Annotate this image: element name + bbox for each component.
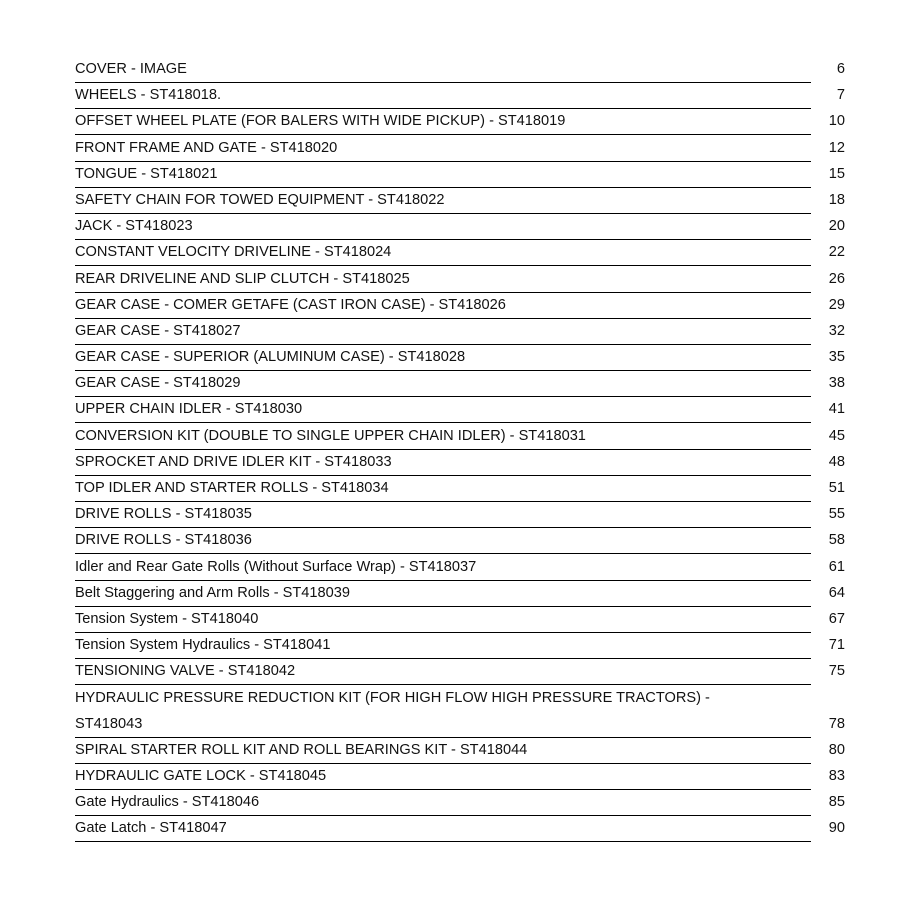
- toc-entry-page: 41: [828, 401, 845, 418]
- toc-entry-title: GEAR CASE - ST418027: [75, 323, 248, 340]
- toc-entry-title: TONGUE - ST418021: [75, 166, 225, 183]
- toc-leader-line: [75, 475, 811, 476]
- toc-entry[interactable]: [75, 528, 845, 554]
- toc-leader-line: [75, 501, 811, 502]
- toc-entry[interactable]: [75, 267, 845, 293]
- toc-leader-line: [75, 527, 811, 528]
- toc-entry[interactable]: [75, 57, 845, 83]
- toc-entry[interactable]: [75, 790, 845, 816]
- toc-entry[interactable]: [75, 240, 845, 266]
- toc-entry[interactable]: [75, 293, 845, 319]
- toc-entry-title: SPROCKET AND DRIVE IDLER KIT - ST418033: [75, 454, 400, 471]
- toc-entry-page: 29: [828, 296, 845, 313]
- toc-entry-page: 32: [828, 322, 845, 339]
- toc-entry-title: UPPER CHAIN IDLER - ST418030: [75, 401, 310, 418]
- toc-leader-line: [75, 370, 811, 371]
- toc-leader-line: [75, 108, 811, 109]
- toc-entry-title: JACK - ST418023: [75, 218, 201, 235]
- toc-leader-line: [75, 789, 811, 790]
- toc-entry[interactable]: [75, 162, 845, 188]
- toc-entry-title: Gate Hydraulics - ST418046: [75, 794, 267, 811]
- toc-entry-title: Idler and Rear Gate Rolls (Without Surface Wrap) - ST418037: [75, 559, 484, 576]
- toc-entry-title: WHEELS - ST418018.: [75, 87, 229, 104]
- toc-leader-line: [75, 632, 811, 633]
- toc-entry-page: 55: [828, 506, 845, 523]
- toc-entry[interactable]: [75, 214, 845, 240]
- toc-entry-title: REAR DRIVELINE AND SLIP CLUTCH - ST418025: [75, 271, 418, 288]
- toc-entry-page: 10: [828, 113, 845, 130]
- toc-entry[interactable]: [75, 607, 845, 633]
- toc-entry-title: DRIVE ROLLS - ST418036: [75, 532, 260, 549]
- toc-leader-line: [75, 396, 811, 397]
- toc-entry-page: 61: [828, 558, 845, 575]
- toc-entry-page: 64: [828, 584, 845, 601]
- toc-entry-page: 20: [828, 218, 845, 235]
- toc-leader-line: [75, 606, 811, 607]
- toc-entry-title: HYDRAULIC PRESSURE REDUCTION KIT (FOR HIGH FLOW HIGH PRESSURE TRACTORS) -: [75, 690, 718, 707]
- toc-entry-title: TOP IDLER AND STARTER ROLLS - ST418034: [75, 480, 397, 497]
- toc-entry-page: 12: [828, 139, 845, 156]
- toc-leader-line: [75, 553, 811, 554]
- toc-entry[interactable]: [75, 83, 845, 109]
- toc-entry-title: Gate Latch - ST418047: [75, 820, 235, 837]
- toc-entry-title: Belt Staggering and Arm Rolls - ST418039: [75, 585, 358, 602]
- toc-leader-line: [75, 161, 811, 162]
- toc-entry-page: 38: [828, 375, 845, 392]
- toc-entry-title: FRONT FRAME AND GATE - ST418020: [75, 140, 345, 157]
- toc-entry[interactable]: [75, 581, 845, 607]
- toc-entry[interactable]: [75, 659, 845, 685]
- toc-leader-line: [75, 737, 811, 738]
- toc-leader-line: [75, 684, 811, 685]
- toc-entry-title: DRIVE ROLLS - ST418035: [75, 506, 260, 523]
- toc-entry-page: 18: [828, 191, 845, 208]
- toc-entry-page: 78: [828, 715, 845, 732]
- toc-entry-page: 15: [828, 165, 845, 182]
- toc-entry[interactable]: [75, 502, 845, 528]
- toc-leader-line: [75, 292, 811, 293]
- toc-leader-line: [75, 580, 811, 581]
- toc-leader-line: [75, 239, 811, 240]
- toc-entry[interactable]: [75, 764, 845, 790]
- toc-entry-page: 35: [828, 349, 845, 366]
- toc-entry-page: 26: [828, 270, 845, 287]
- toc-leader-line: [75, 318, 811, 319]
- toc-leader-line: [75, 187, 811, 188]
- toc-entry-page: 75: [828, 663, 845, 680]
- toc-entry-page: 83: [828, 768, 845, 785]
- toc-leader-line: [75, 815, 811, 816]
- toc-entry[interactable]: [75, 712, 845, 738]
- toc-entry[interactable]: [75, 555, 845, 581]
- toc-entry-page: 80: [828, 741, 845, 758]
- toc-entry-title: CONVERSION KIT (DOUBLE TO SINGLE UPPER CHAIN IDLER) - ST418031: [75, 428, 594, 445]
- toc-entry-page: 85: [828, 794, 845, 811]
- toc-entry-title: GEAR CASE - ST418029: [75, 375, 248, 392]
- toc-entry[interactable]: [75, 371, 845, 397]
- toc-entry-title: Tension System - ST418040: [75, 611, 266, 628]
- toc-entry-page: 48: [828, 453, 845, 470]
- toc-leader-line: [75, 658, 811, 659]
- table-of-contents: [75, 57, 845, 843]
- toc-entry-page: 90: [828, 820, 845, 837]
- toc-entry-title: TENSIONING VALVE - ST418042: [75, 663, 303, 680]
- toc-entry-title: GEAR CASE - SUPERIOR (ALUMINUM CASE) - ST418028: [75, 349, 473, 366]
- toc-entry-title: OFFSET WHEEL PLATE (FOR BALERS WITH WIDE PICKUP) - ST418019: [75, 113, 573, 130]
- toc-entry-page: 22: [828, 244, 845, 261]
- toc-leader-line: [75, 213, 811, 214]
- toc-entry[interactable]: [75, 476, 845, 502]
- toc-entry-page: 67: [828, 610, 845, 627]
- toc-entry[interactable]: [75, 188, 845, 214]
- toc-entry-page: 58: [828, 532, 845, 549]
- toc-entry-title: GEAR CASE - COMER GETAFE (CAST IRON CASE) - ST418026: [75, 297, 514, 314]
- toc-entry[interactable]: [75, 686, 845, 712]
- toc-entry[interactable]: [75, 319, 845, 345]
- toc-entry-page: 7: [836, 87, 845, 104]
- toc-entry[interactable]: [75, 450, 845, 476]
- toc-entry[interactable]: [75, 424, 845, 450]
- toc-entry[interactable]: [75, 633, 845, 659]
- toc-leader-line: [75, 134, 811, 135]
- toc-entry-title: HYDRAULIC GATE LOCK - ST418045: [75, 768, 334, 785]
- toc-leader-line: [75, 449, 811, 450]
- toc-entry[interactable]: [75, 397, 845, 423]
- toc-leader-line: [75, 265, 811, 266]
- toc-entry-title: ST418043: [75, 716, 150, 733]
- toc-leader-line: [75, 841, 811, 842]
- toc-entry-title: COVER - IMAGE: [75, 61, 195, 78]
- toc-entry[interactable]: [75, 136, 845, 162]
- toc-entry[interactable]: [75, 816, 845, 842]
- toc-entry-title: SAFETY CHAIN FOR TOWED EQUIPMENT - ST418022: [75, 192, 453, 209]
- toc-entry-page: 51: [828, 480, 845, 496]
- toc-entry[interactable]: [75, 109, 845, 135]
- toc-entry-page: 45: [828, 427, 845, 444]
- toc-entry-title: Tension System Hydraulics - ST418041: [75, 637, 339, 654]
- toc-entry[interactable]: [75, 345, 845, 371]
- toc-leader-line: [75, 763, 811, 764]
- toc-entry-page: 6: [836, 61, 845, 77]
- toc-leader-line: [75, 422, 811, 423]
- toc-entry-title: CONSTANT VELOCITY DRIVELINE - ST418024: [75, 244, 399, 261]
- toc-entry[interactable]: [75, 738, 845, 764]
- toc-leader-line: [75, 82, 811, 83]
- toc-entry-page: 71: [828, 637, 845, 654]
- toc-leader-line: [75, 344, 811, 345]
- toc-entry-title: SPIRAL STARTER ROLL KIT AND ROLL BEARINGS KIT - ST418044: [75, 742, 535, 759]
